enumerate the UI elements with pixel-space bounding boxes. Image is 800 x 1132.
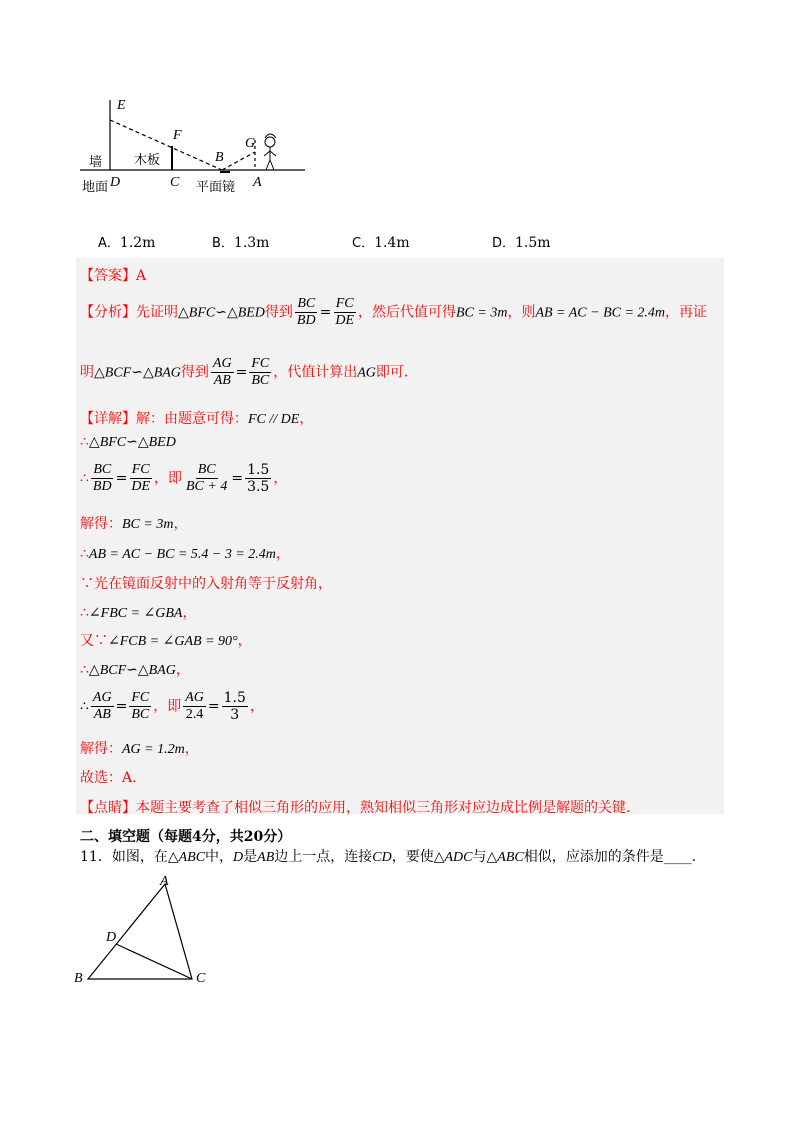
answer-blank[interactable]: ____ [663, 849, 692, 865]
comment-line: 【点睛】本题主要考查了相似三角形的应用，熟知相似三角形对应边成比例是解题的关键. [80, 800, 631, 816]
label-board: 木板 [134, 153, 161, 168]
label-b: B [215, 150, 224, 165]
label-f: F [173, 128, 182, 143]
detail-line-9: ∴△BCF∽△BAG， [80, 662, 190, 678]
label-g: G [245, 136, 256, 151]
label-wall: 墙 [89, 155, 103, 170]
question-11: 11．如图，在△ABC中，D是AB边上一点，连接CD，要使△ADC与△ABC相似，应添加的条件是____. [80, 849, 697, 865]
detail-line-2: ∴△BFC∽△BED [80, 434, 176, 450]
tri-label-a: A [160, 874, 169, 889]
detail-line-7: ∴∠FBC = ∠GBA， [80, 605, 197, 621]
detail-line-3: ∴ $\frac{BC}{BD}$ = $\frac{FC}{DE}$ ，即 $\frac{BC}{BC + 4}$ = $\frac{1.5}{3.5}$ ， [80, 462, 288, 495]
analysis-line-1: 【分析】先证明△BFC∽△BED得到 $\frac{BC}{BD}$ = $\frac{FC}{DE}$ ，然后代值可得BC = 3m，则AB = AC − BC = 2.4m，再证 [80, 296, 708, 328]
label-d: D [110, 175, 121, 190]
analysis-line-2: 明△BCF∽△BAG得到 $\frac{AG}{AB}$ = $\frac{FC}{BC}$ ，代值计算出AG即可. [80, 356, 409, 388]
detail-line-1: 【详解】解：由题意可得：FC // DE， [80, 411, 314, 427]
section-title: 二、填空题（每题4分，共20分） [80, 829, 292, 845]
option-d[interactable]: D．1.5m [492, 235, 551, 251]
solution-panel [76, 258, 724, 814]
ray-e-b [110, 120, 222, 170]
detail-line-5: ∴AB = AC − BC = 5.4 − 3 = 2.4m， [80, 546, 290, 562]
tri-label-d: D [106, 930, 117, 945]
triangle-abc [88, 884, 192, 979]
detail-line-8: 又∵∠FCB = ∠GAB = 90°， [80, 633, 252, 649]
label-mirror: 平面镜 [196, 180, 236, 195]
detail-line-12: 故选：A. [80, 770, 137, 786]
detail-line-6: ∵光在镜面反射中的入射角等于反射角， [80, 576, 332, 592]
tri-label-b: B [74, 971, 83, 986]
ray-b-g [222, 152, 255, 170]
label-a: A [253, 175, 262, 190]
label-e: E [117, 98, 126, 113]
detail-line-11: 解得：AG = 1.2m， [80, 741, 199, 757]
detail-line-4: 解得：BC = 3m， [80, 516, 188, 532]
option-a[interactable]: A．1.2m [98, 235, 156, 251]
detail-line-10: ∴ $\frac{AG}{AB}$ = $\frac{FC}{BC}$ ，即 $\frac{AG}{2.4}$ = $\frac{1.5}{3}$ ， [80, 690, 264, 723]
tri-label-c: C [196, 971, 206, 986]
option-c[interactable]: C．1.4m [352, 235, 410, 251]
person-icon [264, 134, 276, 170]
option-b[interactable]: B．1.3m [212, 235, 270, 251]
answer-line: 【答案】A [80, 268, 147, 284]
segment-cd [116, 944, 192, 979]
label-c: C [170, 175, 180, 190]
label-ground: 地面 [82, 180, 109, 195]
